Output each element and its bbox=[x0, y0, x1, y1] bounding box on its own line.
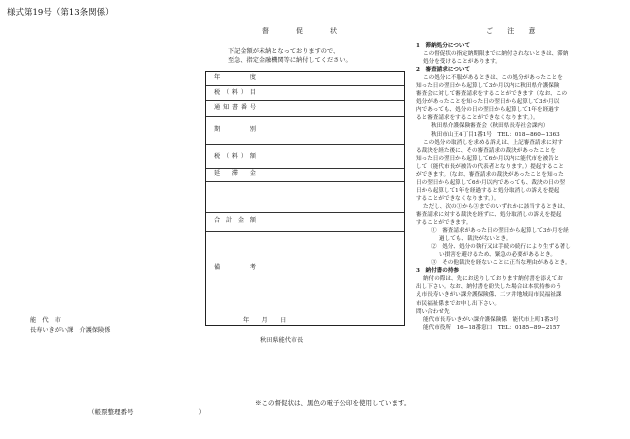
notes-line: 秋田市山王4丁目1番1号 TEL：018−860−1363 bbox=[431, 131, 560, 138]
notes-line: 問い合わせ先 bbox=[416, 308, 450, 315]
row-label: 税（料）額 bbox=[214, 153, 256, 160]
notes-line: 処分があったことを知った日の翌日から起算して3か月以 bbox=[416, 99, 560, 106]
ledger-number: （帳票整理番号 ） bbox=[88, 408, 205, 416]
notes-line: 知った日の翌日から起算して6か月以内に能代市を被告と bbox=[416, 155, 560, 162]
notes-line: 秋田県介護保険審査会（秋田県長寿社会課内） bbox=[431, 123, 549, 130]
notes-line: 能代市役所 16−18番窓口 TEL：0185−89−2157 bbox=[423, 324, 560, 331]
row-remarks bbox=[206, 232, 404, 306]
notes-line: この処分の取消しを求める訴えは、上記審査請求に対す bbox=[423, 139, 563, 146]
row-label: 通知書番号 bbox=[214, 104, 256, 111]
row-label: 合 計 金 額 bbox=[214, 217, 256, 224]
row-label: 年 度 bbox=[214, 74, 256, 81]
notes-line: この処分に不服があるときは、この処分があったことを bbox=[423, 75, 563, 82]
notes-line: 能代市長寿いきがい課介護保険係 能代市上町1番3号 bbox=[423, 316, 559, 323]
row-label: 延 滞 金 bbox=[214, 170, 256, 177]
notes-line: 市民福祉係までお申し出下さい。 bbox=[416, 300, 500, 307]
notes-line: い損害を避けるため、緊急の必要があるとき。 bbox=[439, 252, 557, 259]
notes-line: この督促状の指定納期限までに納付されないときは、滞納 bbox=[423, 51, 569, 58]
row-fiscal-year bbox=[206, 72, 404, 86]
issue-date: 年 月 日 bbox=[243, 317, 287, 324]
row-tax-item bbox=[206, 86, 404, 101]
document-title: 督 促 状 bbox=[262, 27, 347, 35]
notes-line: ② 処分、処分の執行又は手続の続行により生ずる著し bbox=[431, 244, 571, 251]
notes-line: することができなくなります。）。 bbox=[416, 195, 500, 202]
notes-line: 審査会に対して審査請求をすることができます（なお、この bbox=[416, 91, 568, 98]
notes-line: え市長寿いきがい課介護保険係、二ツ井地域局市民福祉課 bbox=[416, 292, 562, 299]
notes-line: ると審査請求をすることができなくなります。）。 bbox=[416, 115, 539, 122]
notes-line: る裁決を経た後に、その審査請求の裁決があったことを bbox=[416, 147, 556, 154]
notes-line: して（能代市長が被告の代表者となります。）提起すること bbox=[416, 163, 564, 170]
notes-line: することができます。 bbox=[416, 220, 472, 227]
notes-line: ができます。（なお、審査請求の裁決があったことを知った bbox=[416, 171, 564, 178]
form-number: 様式第19号（第13条関係） bbox=[7, 8, 114, 18]
row-label: 備 考 bbox=[214, 264, 256, 271]
issuer-mayor: 秋田県能代市長 bbox=[260, 337, 304, 344]
notes-line: ① 審査請求があった日の翌日から起算して3か月を経 bbox=[431, 228, 569, 235]
notes-line: 日の翌日から起算して6か月以内であっても、裁決の日の翌 bbox=[416, 179, 565, 186]
notes-line: 2 審査請求について bbox=[416, 67, 471, 74]
demand-form-table bbox=[205, 71, 405, 326]
row-total-amount bbox=[206, 213, 404, 232]
issuer-city: 能 代 市 bbox=[30, 317, 61, 324]
notes-line: 納付の際は、先にお送りしております納付書を添えてお bbox=[423, 276, 563, 283]
issuer-division: 長寿いきがい課 介護保険係 bbox=[30, 327, 111, 334]
intro-line: 至急、指定金融機関等に納付してください。 bbox=[228, 57, 352, 64]
notes-title: ご 注 意 bbox=[486, 27, 542, 35]
notes-line: 知った日の翌日から起算して3か月以内に秋田県介護保険 bbox=[416, 83, 560, 90]
intro-line: 下記金額が未納となっておりますので、 bbox=[228, 48, 340, 55]
notes-line: ③ その他裁決を経ないことに正当な理由があるとき。 bbox=[431, 260, 571, 267]
notes-line: 1 滞納処分について bbox=[416, 43, 471, 49]
row-label: 税（料）目 bbox=[214, 89, 256, 96]
intro-text bbox=[228, 47, 352, 65]
row-period bbox=[206, 117, 404, 145]
row-late-fee bbox=[206, 169, 404, 182]
notes-line: 出し下さい。なお、納付書を紛失した場合は本状持参のう bbox=[416, 284, 562, 291]
notes-line: 処分を受けることがあります。 bbox=[423, 59, 501, 66]
notes-line: 内であっても、処分の日の翌日から起算して1年を経過す bbox=[416, 107, 560, 114]
notes-line: ただし、次の①から③までのいずれかに該当するときは、 bbox=[423, 203, 569, 210]
seal-note: ※この督促状は、黒色の電子公印を使用しています。 bbox=[255, 399, 411, 407]
notes-line: 3 納付書の持参 bbox=[416, 268, 460, 275]
notes-list bbox=[413, 42, 625, 332]
notes-line: 過しても、裁決がないとき。 bbox=[439, 236, 512, 243]
row-tax-amount bbox=[206, 145, 404, 169]
row-notice-number bbox=[206, 101, 404, 117]
notes-line: 審査請求に対する裁決を経ずに、処分取消しの訴えを提起 bbox=[416, 211, 562, 218]
notes-line: 日から起算して1年を経過すると処分取消しの訴えを提起 bbox=[416, 187, 560, 194]
row-label: 期 別 bbox=[214, 126, 256, 133]
row-blank bbox=[206, 182, 404, 213]
